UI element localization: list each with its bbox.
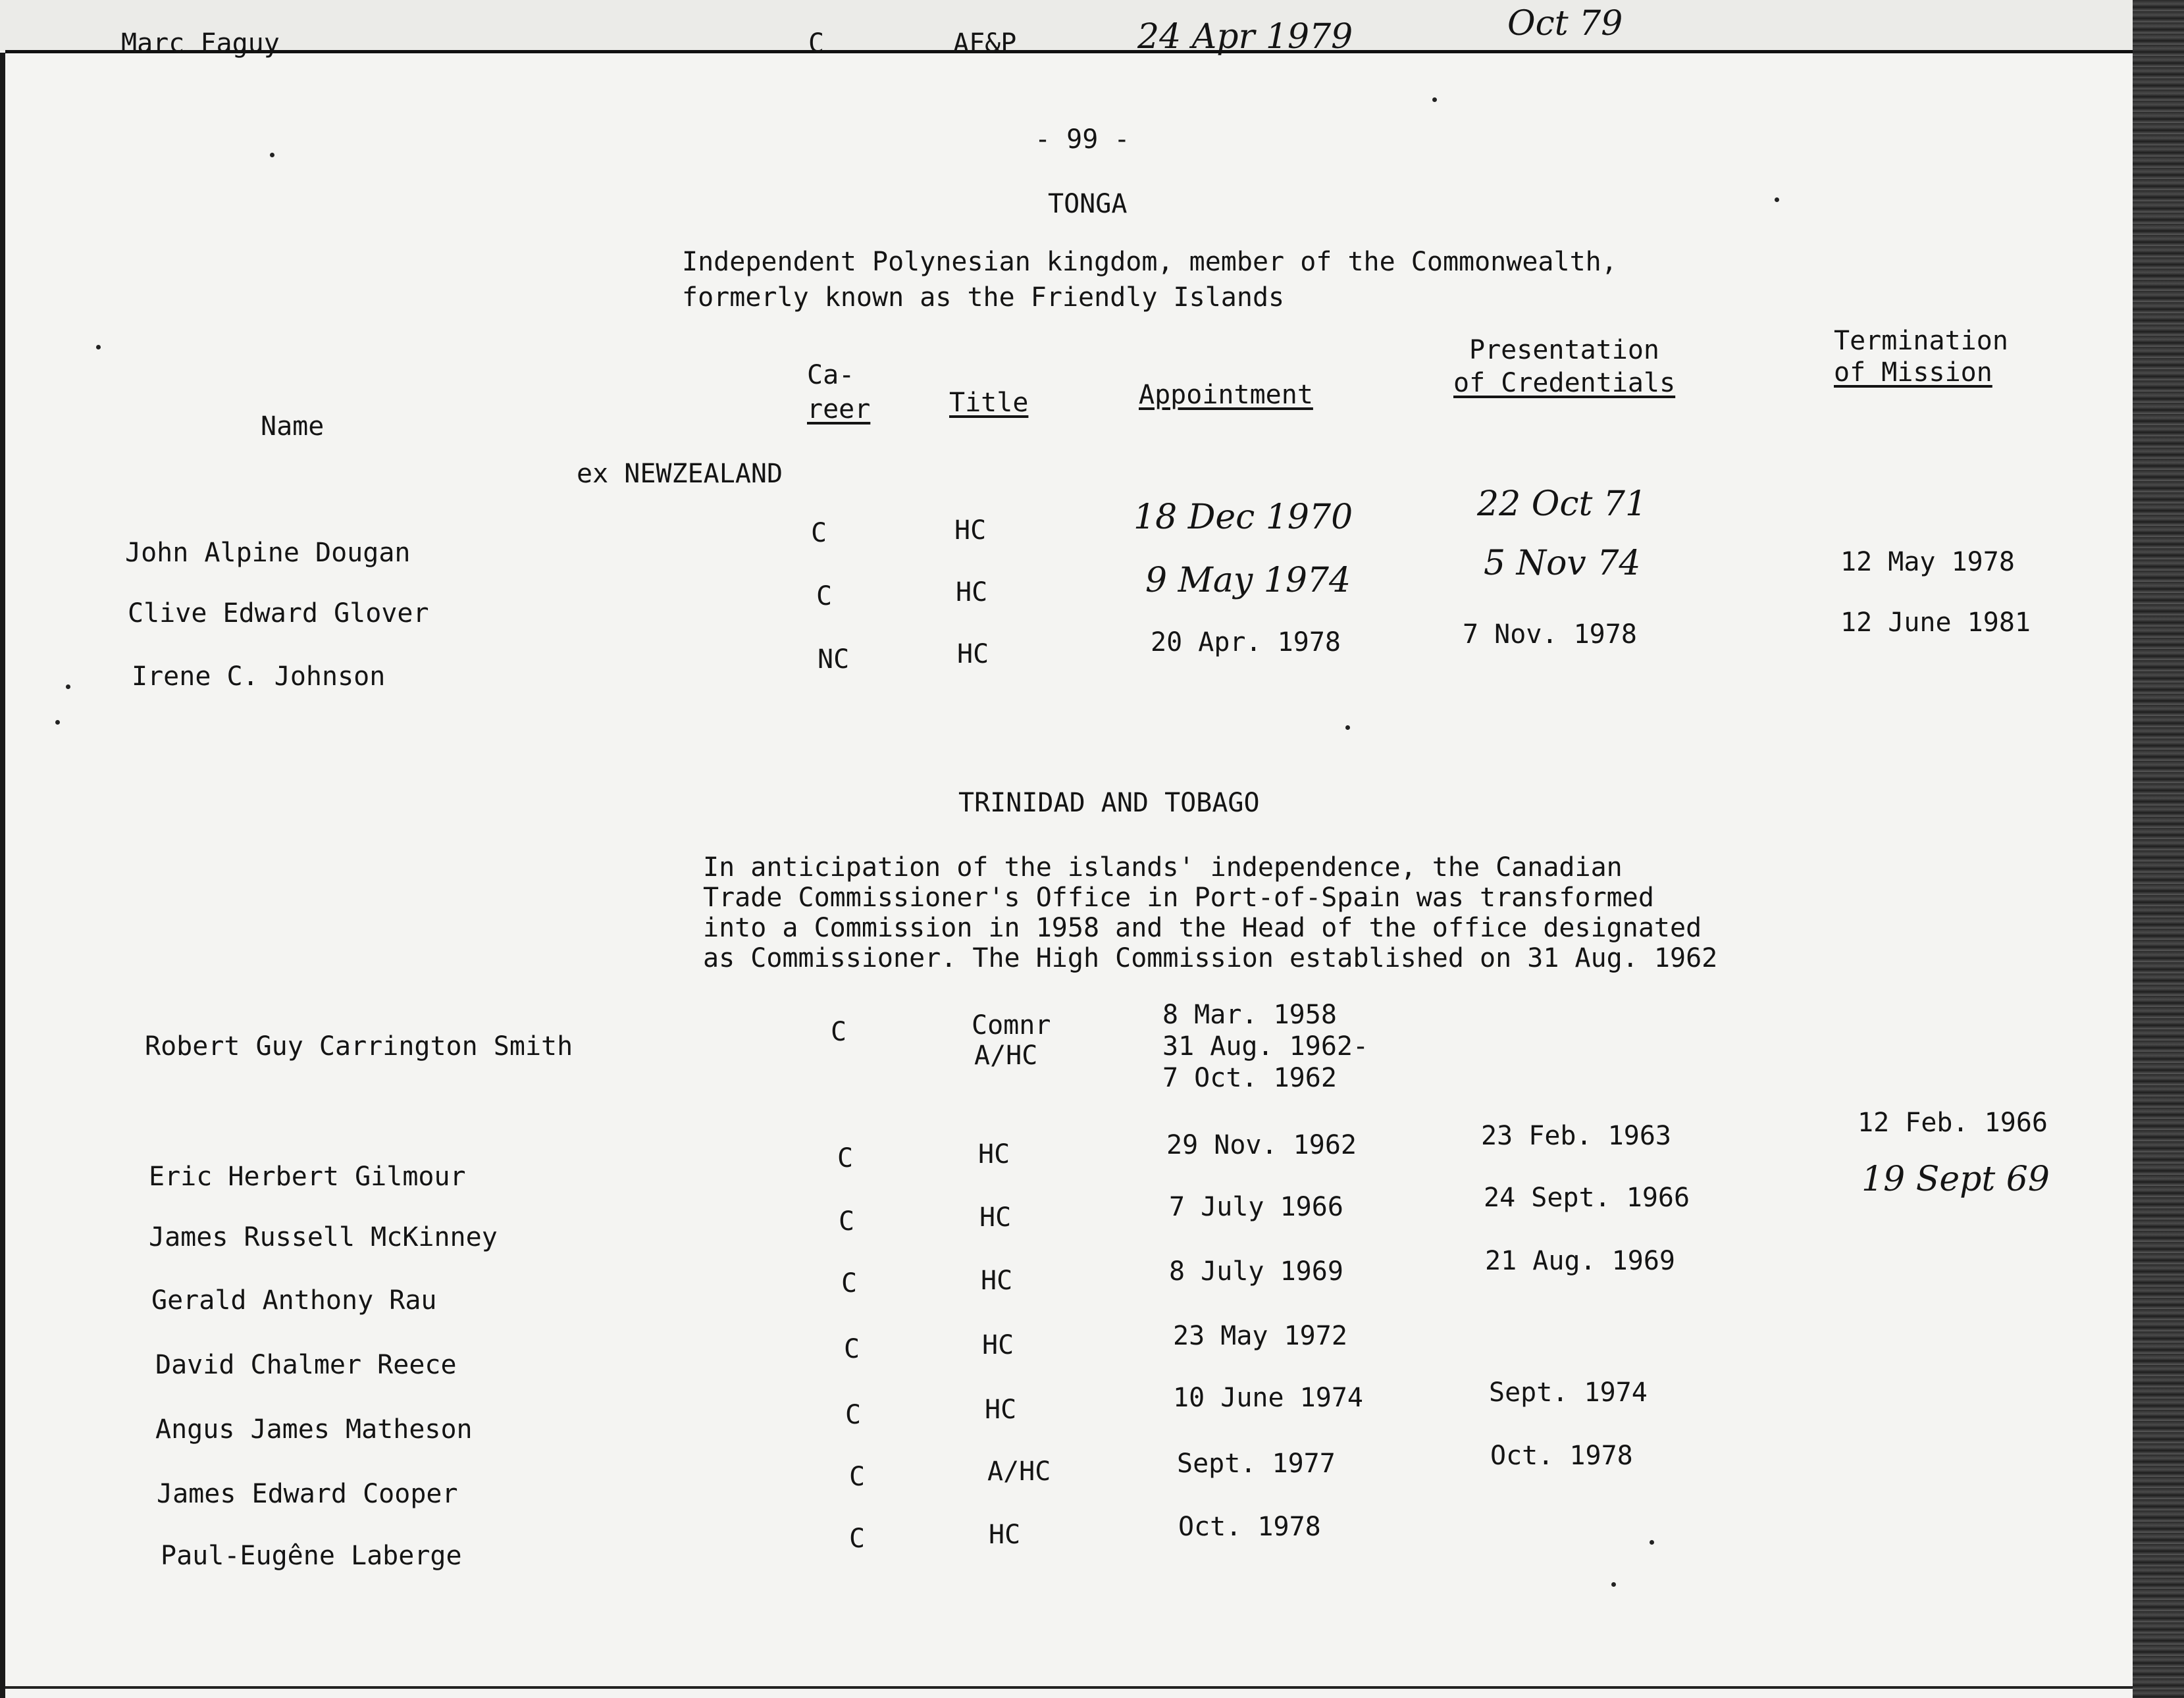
column-header-termination-1: Termination	[1834, 326, 2008, 356]
scan-speck	[1775, 197, 1779, 202]
row-appointment: 8 July 1969	[1169, 1256, 1343, 1287]
scan-speck	[1650, 1540, 1654, 1545]
top-line-title: AF&P	[953, 28, 1017, 59]
row-career: C	[841, 1268, 858, 1299]
row-appointment: 10 June 1974	[1173, 1383, 1363, 1413]
scan-speck	[270, 153, 274, 157]
row-credentials: 24 Sept. 1966	[1484, 1183, 1690, 1213]
row-credentials: Oct. 1978	[1490, 1441, 1633, 1471]
row-termination: 12 Feb. 1966	[1858, 1108, 2048, 1138]
trinidad-description-line-3: into a Commission in 1958 and the Head of the office designated	[703, 913, 1702, 943]
row-termination: 19 Sept 69	[1861, 1160, 2050, 1199]
column-header-termination-2: of Mission	[1834, 357, 1992, 388]
scan-speck	[55, 720, 60, 725]
section-heading-trinidad: TRINIDAD AND TOBAGO	[958, 788, 1260, 818]
row-career: C	[845, 1400, 862, 1430]
row-career: C	[849, 1524, 866, 1554]
row-name: Clive Edward Glover	[128, 598, 429, 629]
trinidad-description-line-4: as Commissioner. The High Commission established on 31 Aug. 1962	[703, 943, 1718, 973]
row-title: HC	[979, 1202, 1012, 1233]
row-credentials: Sept. 1974	[1489, 1377, 1648, 1408]
row-name: Gerald Anthony Rau	[151, 1285, 437, 1316]
scan-edge-right	[2133, 0, 2184, 1698]
row-appointment: 23 May 1972	[1173, 1321, 1347, 1351]
row-title-line-1: Comnr	[972, 1010, 1051, 1041]
row-appointment-line-3: 7 Oct. 1962	[1162, 1063, 1337, 1093]
column-header-name: Name	[261, 411, 325, 442]
row-career: C	[831, 1017, 847, 1047]
column-header-credentials-1: Presentation	[1469, 335, 1659, 365]
row-name: Irene C. Johnson	[132, 661, 386, 692]
row-name: David Chalmer Reece	[155, 1350, 457, 1380]
row-appointment: 7 July 1966	[1169, 1192, 1343, 1222]
row-career: C	[839, 1206, 855, 1237]
row-title: HC	[957, 639, 989, 669]
scan-speck	[1611, 1582, 1616, 1587]
row-title: HC	[954, 515, 987, 546]
column-header-career-1: Ca-	[807, 360, 855, 390]
row-name: James Edward Cooper	[157, 1479, 458, 1509]
tonga-description-line-1: Independent Polynesian kingdom, member of the Commonwealth,	[682, 247, 1617, 277]
column-header-appointment: Appointment	[1139, 380, 1313, 410]
row-title: HC	[985, 1395, 1017, 1425]
scan-speck	[96, 345, 101, 349]
row-appointment: Oct. 1978	[1178, 1512, 1321, 1542]
row-name: Eric Herbert Gilmour	[149, 1162, 466, 1192]
column-header-title: Title	[949, 388, 1029, 418]
row-appointment: Sept. 1977	[1177, 1449, 1336, 1479]
row-career: C	[844, 1334, 860, 1364]
tonga-description-line-2: formerly known as the Friendly Islands	[682, 282, 1285, 313]
row-credentials: 21 Aug. 1969	[1485, 1246, 1675, 1276]
row-appointment: 9 May 1974	[1145, 561, 1351, 600]
row-appointment: 20 Apr. 1978	[1151, 627, 1341, 657]
scan-speck	[1432, 97, 1437, 102]
row-appointment: 29 Nov. 1962	[1166, 1130, 1357, 1160]
scan-speck	[66, 684, 70, 689]
row-termination: 12 June 1981	[1840, 607, 2031, 638]
row-title: HC	[956, 577, 988, 607]
row-name: Paul-Eugêne Laberge	[161, 1541, 462, 1571]
page-number: - 99 -	[1035, 124, 1130, 155]
row-title: HC	[978, 1139, 1010, 1170]
scan-speck	[1345, 725, 1350, 730]
row-credentials: 5 Nov 74	[1484, 544, 1641, 583]
row-name: Angus James Matheson	[155, 1414, 473, 1445]
top-line-career: C	[808, 28, 825, 59]
scan-edge-left	[0, 53, 5, 1698]
row-title: HC	[981, 1266, 1013, 1296]
row-name: John Alpine Dougan	[125, 538, 411, 568]
row-career: C	[849, 1462, 866, 1492]
row-appointment: 18 Dec 1970	[1133, 498, 1353, 537]
section-heading-tonga: TONGA	[1048, 189, 1128, 219]
row-career: NC	[818, 644, 850, 675]
row-career: C	[837, 1143, 854, 1173]
row-credentials: 23 Feb. 1963	[1481, 1121, 1671, 1151]
top-line-appointment: 24 Apr 1979	[1137, 17, 1353, 57]
top-line-credentials: Oct 79	[1507, 4, 1623, 43]
trinidad-description-line-2: Trade Commissioner's Office in Port-of-Spain was transformed	[703, 883, 1654, 913]
previous-page-strip	[0, 0, 2133, 51]
trinidad-description-line-1: In anticipation of the islands' independence, the Canadian	[703, 852, 1623, 883]
row-name: Robert Guy Carrington Smith	[145, 1031, 573, 1062]
column-header-credentials-2: of Credentials	[1453, 368, 1676, 398]
row-career: C	[816, 581, 833, 611]
row-termination: 12 May 1978	[1840, 547, 2015, 577]
row-title: A/HC	[987, 1456, 1051, 1487]
row-credentials: 7 Nov. 1978	[1463, 619, 1637, 650]
column-header-career-2: reer	[807, 394, 871, 424]
row-credentials: 22 Oct 71	[1477, 484, 1648, 524]
row-appointment-line-2: 31 Aug. 1962-	[1162, 1031, 1369, 1062]
row-name: James Russell McKinney	[149, 1222, 498, 1252]
row-title-line-2: A/HC	[974, 1041, 1038, 1071]
top-line-name: Marc Faguy	[121, 28, 280, 59]
tonga-subheading: ex NEWZEALAND	[577, 459, 783, 489]
row-career: C	[811, 518, 827, 548]
row-title: HC	[982, 1330, 1014, 1360]
row-title: HC	[989, 1520, 1021, 1550]
row-appointment-line-1: 8 Mar. 1958	[1162, 1000, 1337, 1030]
